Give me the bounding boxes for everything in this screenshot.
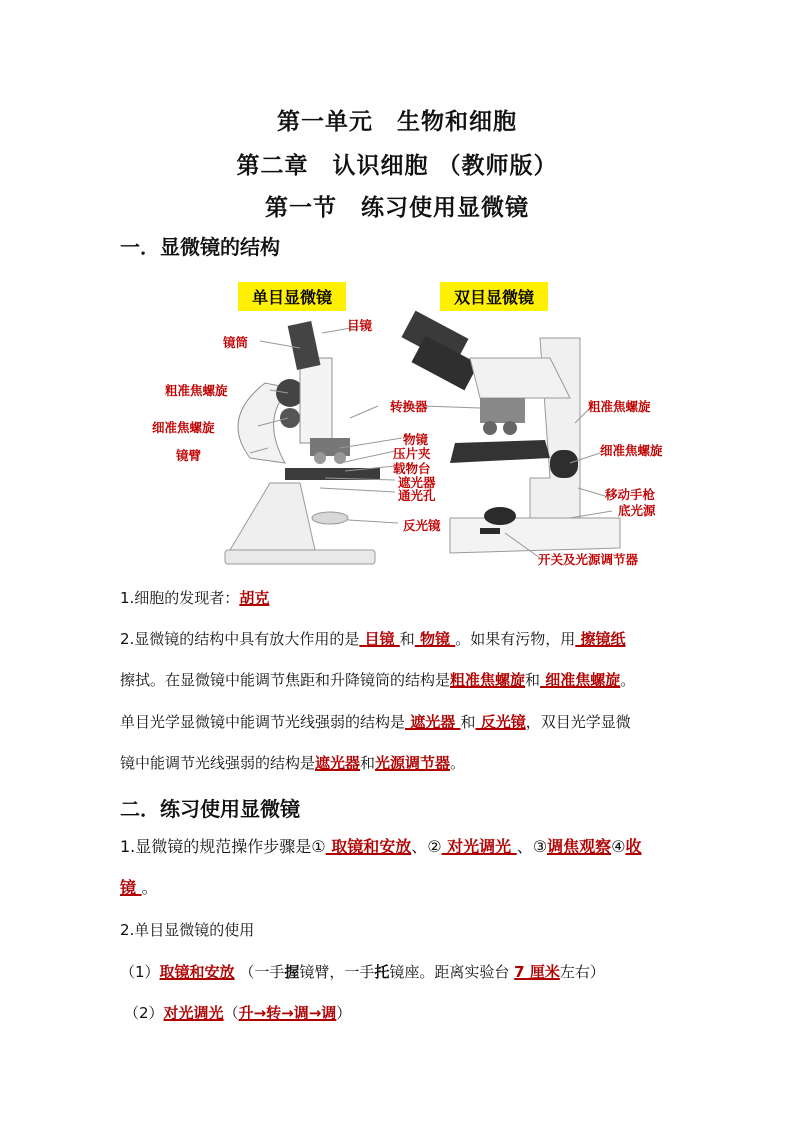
usage-step-1: （1）取镜和安放 （一手握镜臂，一手托镜座。距离实验台 7 厘米左右） <box>120 963 605 981</box>
answer-distance: 7 厘米 <box>514 963 560 981</box>
label-converter: 转换器 <box>390 399 428 414</box>
label-stage: 载物台 <box>393 461 431 476</box>
label-diaphragm: 遮光器 <box>398 475 436 490</box>
answer-mirror: 反光镜 <box>475 713 526 731</box>
answer-step-3: 调焦观察 <box>547 837 612 856</box>
steps-line-1: 1.显微镜的规范操作步骤是① 取镜和安放、② 对光调光 、③调焦观察④收 <box>120 837 642 856</box>
heading-usage: 二．练习使用显微镜 <box>120 797 300 821</box>
structure-line-1: 2.显微镜的结构中具有放大作用的是 目镜 和 物镜 。如果有污物，用 擦镜纸 <box>120 630 626 648</box>
label-eyepiece: 目镜 <box>347 318 373 333</box>
answer-light-adjust: 对光调光 <box>163 1004 224 1022</box>
microscope-figure <box>150 278 690 573</box>
label-arm: 镜臂 <box>176 448 202 463</box>
label-hand-wheel: 移动手枪 <box>605 487 656 502</box>
answer-coarse: 粗准焦螺旋 <box>450 671 526 689</box>
structure-line-2: 擦拭。在显微镜中能调节焦距和升降镜筒的结构是粗准焦螺旋和 细准焦螺旋。 <box>120 671 636 689</box>
label-switch: 开关及光源调节器 <box>538 552 639 567</box>
answer-step-4b: 镜 <box>120 878 142 897</box>
label-clip: 压片夹 <box>393 446 431 461</box>
answer-diaphragm-2: 遮光器 <box>315 754 361 772</box>
discoverer-line: 1.细胞的发现者：胡克 <box>120 589 270 607</box>
monocular-microscope <box>225 321 380 564</box>
answer-step-1: 取镜和安放 <box>325 837 412 856</box>
answer-objective: 物镜 <box>414 630 456 648</box>
answer-step-2: 对光调光 <box>441 837 517 856</box>
structure-line-4: 镜中能调节光线强弱的结构是遮光器和光源调节器。 <box>120 754 466 772</box>
tag-monocular: 单目显微镜 <box>238 282 346 311</box>
section-title: 第一节 练习使用显微镜 <box>265 195 529 221</box>
answer-diaphragm: 遮光器 <box>405 713 461 731</box>
steps-line-2: 镜 。 <box>120 878 158 897</box>
answer-fine: 细准焦螺旋 <box>540 671 621 689</box>
chapter-title: 第二章 认识细胞 （教师版） <box>236 153 558 179</box>
label-coarse-left: 粗准焦螺旋 <box>165 383 228 398</box>
label-fine-right: 细准焦螺旋 <box>600 443 663 458</box>
answer-discoverer: 胡克 <box>239 589 270 607</box>
label-hole: 通光孔 <box>398 488 436 503</box>
usage-step-2: （2）对光调光（升→转→调→调） <box>124 1004 352 1022</box>
unit-title: 第一单元 生物和细胞 <box>277 109 517 135</box>
monocular-usage-title: 2.单目显微镜的使用 <box>120 921 255 939</box>
label-light: 底光源 <box>618 503 656 518</box>
label-tube: 镜筒 <box>223 335 249 350</box>
label-coarse-right: 粗准焦螺旋 <box>588 399 651 414</box>
answer-light-regulator: 光源调节器 <box>375 754 451 772</box>
answer-sequence: 升→转→调→调 <box>238 1004 337 1022</box>
label-fine-left: 细准焦螺旋 <box>152 420 215 435</box>
heading-structure: 一．显微镜的结构 <box>120 235 280 259</box>
answer-eyepiece: 目镜 <box>359 630 400 648</box>
structure-line-3: 单目光学显微镜中能调节光线强弱的结构是 遮光器 和 反光镜，双目光学显微 <box>120 713 631 731</box>
answer-take-place: 取镜和安放 <box>159 963 235 981</box>
label-mirror: 反光镜 <box>403 518 441 533</box>
answer-step-4a: 收 <box>625 837 642 856</box>
answer-lens-paper: 擦镜纸 <box>575 630 626 648</box>
label-objective: 物镜 <box>403 432 429 447</box>
tag-binocular: 双目显微镜 <box>440 282 548 311</box>
